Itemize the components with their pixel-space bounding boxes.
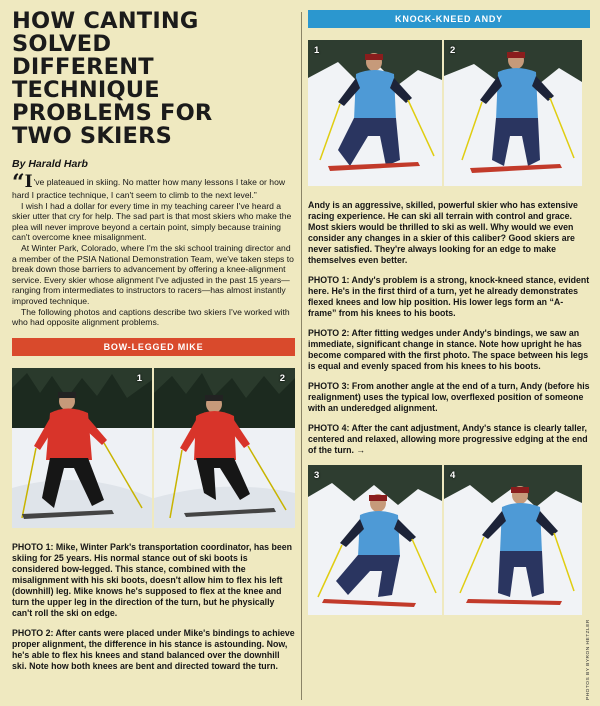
andy-photo-2 (444, 40, 582, 186)
andy-photo-1 (308, 40, 442, 186)
article-headline (12, 10, 295, 148)
byline: By Harald Harb (12, 158, 88, 170)
caption-paragraph: PHOTO 3: From another angle at the end of a turn, Andy (before his realignment) uses the typical low, overflexed position of someone with an underedged alignment. (308, 381, 590, 413)
intro-text: 've plateaued in skiing. No matter how many lessons I take or how hard I practice technique, I can't seem to climb to the next level.” (12, 177, 286, 200)
caption-paragraph: PHOTO 2: After fitting wedges under Andy's bindings, we saw an immediate, significant change in stance. Note how upright he has become compared with the first photo. The space between his legs is equal and evenly spaced from his knees to his boots. (308, 328, 589, 371)
photo-number: 1 (136, 372, 142, 384)
caption-paragraph: PHOTO 1: Mike, Winter Park's transportation coordinator, has been skiing for 25 years. His normal stance out of ski boots is considered bow-legged. This stance, combined with the misalignment with his ski boots, doesn't allow him to flex his left (downhill) leg. Mike knows he's supposed to flex at the knee and turn the upper leg in the direction of the turn, but he physically can't roll the ski on edge. (12, 541, 292, 618)
article-body (12, 170, 295, 328)
knock-kneed-captions (308, 200, 590, 456)
drop-cap: I (24, 172, 33, 192)
skier-photo-icon (12, 368, 152, 528)
body-paragraph: I wish I had a dollar for every time in my teaching career I've heard a skier utter that cry for help. The sad part is that most skiers who make the plea will never improve beyond a certain point, simply because training can't overcome knee misalignment. (12, 200, 292, 243)
skier-photo-icon (308, 465, 442, 615)
mike-photo-2 (154, 368, 295, 528)
caption-paragraph: PHOTO 2: After cants were placed under Mike's bindings to achieve proper alignment, the difference in his stance is astounding. Now, he's able to flex his knees and stand balanced over the downhill ski. Note how both knees are bent and directed toward the turn. (12, 627, 295, 671)
headline-line: DIFFERENT TECHNIQUE (12, 54, 160, 103)
andy-top-photo-row (308, 40, 590, 186)
body-paragraph: At Winter Park, Colorado, where I'm the ski school training director and a member of the PSIA National Demonstration Team, we've taken steps to break down those barriers to advancement by offering a knee-alignment service. Every skier whose alignment I've adjusted in the past 15 years—ranging from intermediates to instructors to racers—has almost instantly improved technique. (12, 242, 294, 306)
body-paragraph: The following photos and captions describe two skiers I've worked with who had opposite alignment problems. (12, 306, 290, 328)
skier-photo-icon (154, 368, 295, 528)
bow-legged-captions (12, 542, 295, 672)
skier-photo-icon (444, 40, 582, 186)
knock-kneed-banner: KNOCK-KNEED ANDY (308, 10, 590, 28)
skier-photo-icon (444, 465, 582, 615)
andy-intro: Andy is an aggressive, skilled, powerful skier who has extensive racing experience. He can ski all terrain with control and grace. Most skiers would be thrilled to ski as well. Why would we even consider any changes in a skier of this caliber? Good skiers are never satisfied. They're always looking for an edge to make themselves even better. (308, 200, 578, 265)
andy-photo-3 (308, 465, 442, 615)
mike-photo-1 (12, 368, 152, 528)
photo-number: 2 (279, 372, 285, 384)
headline-line: TWO SKIERS (12, 123, 173, 149)
andy-bottom-photo-row (308, 465, 590, 615)
intro-paragraph (12, 170, 295, 201)
photo-number: 1 (314, 45, 320, 56)
headline-line: HOW CANTING SOLVED (12, 8, 199, 57)
left-column (12, 10, 295, 681)
quote-mark-icon: “ (12, 170, 25, 196)
caption-paragraph: PHOTO 4: After the cant adjustment, Andy's stance is clearly taller, centered and relaxed, allowing more progressive edging at the end of the turn. → (308, 423, 588, 455)
photo-number: 4 (450, 470, 456, 481)
right-column (308, 10, 590, 615)
andy-photo-4 (444, 465, 582, 615)
photo-credit: PHOTOS BY BYRON HETZLER (586, 619, 591, 700)
photo-number: 3 (314, 470, 320, 481)
bow-legged-banner: BOW-LEGGED MIKE (12, 338, 295, 356)
caption-paragraph: PHOTO 1: Andy's problem is a strong, knock-kneed stance, evident here. He's in the first third of a turn, yet he already demonstrates flexed knees and low hip position. His lower legs form an “A-frame” from his knees to his boots. (308, 275, 590, 318)
headline-line: PROBLEMS FOR (12, 100, 213, 126)
mike-photo-row (12, 368, 295, 528)
column-divider (301, 12, 302, 700)
skier-photo-icon (308, 40, 442, 186)
photo-number: 2 (450, 45, 456, 56)
